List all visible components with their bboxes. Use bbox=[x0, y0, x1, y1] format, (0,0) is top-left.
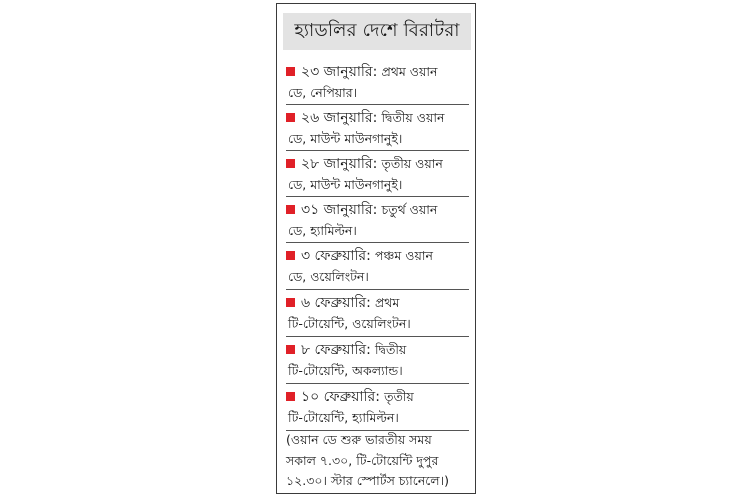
fixture-date: ২৩ জানুয়ারি: bbox=[301, 64, 378, 80]
fixture-item bbox=[286, 243, 469, 290]
fixture-venue: ডে, হ্যামিল্টন। bbox=[288, 223, 357, 238]
fixture-date: ৩ ফেব্রুয়ারি: bbox=[301, 248, 371, 264]
note-line: ১২.৩০। স্টার স্পোর্টস চ্যানেলে।) bbox=[286, 473, 449, 488]
fixture-item bbox=[286, 151, 469, 197]
red-square-bullet-icon bbox=[286, 392, 295, 401]
fixture-item bbox=[286, 59, 469, 105]
red-square-bullet-icon bbox=[286, 345, 295, 354]
red-square-bullet-icon bbox=[286, 159, 295, 168]
fixture-match: প্রথম ওয়ান bbox=[381, 64, 438, 79]
fixture-date: ২৬ জানুয়ারি: bbox=[301, 110, 378, 126]
note-line: সকাল ৭.৩০, টি-টোয়েন্টি দুপুর bbox=[286, 452, 439, 468]
fixture-venue: ডে, মাউন্ট মাউনগানুই। bbox=[288, 177, 403, 192]
fixtures-card bbox=[276, 3, 476, 494]
fixture-item bbox=[286, 337, 469, 384]
broadcast-note bbox=[286, 430, 472, 492]
fixture-item bbox=[286, 290, 469, 337]
card-title: হ্যাডলির দেশে বিরাটরা bbox=[283, 13, 471, 50]
fixture-date: ৩১ জানুয়ারি: bbox=[301, 202, 378, 218]
fixture-date: ৮ ফেব্রুয়ারি: bbox=[301, 342, 371, 358]
fixture-item bbox=[286, 384, 469, 431]
red-square-bullet-icon bbox=[286, 298, 295, 307]
fixture-venue: টি-টোয়েন্টি, ওয়েলিংটন। bbox=[288, 316, 411, 331]
fixture-match: তৃতীয় ওয়ান bbox=[381, 156, 443, 171]
fixture-date: ২৮ জানুয়ারি: bbox=[301, 156, 378, 172]
fixture-venue: ডে, নেপিয়ার। bbox=[288, 85, 358, 100]
fixture-venue: ডে, মাউন্ট মাউনগানুই। bbox=[288, 131, 403, 146]
fixture-date: ৬ ফেব্রুয়ারি: bbox=[301, 295, 371, 311]
fixture-venue: টি-টোয়েন্টি, অকল্যান্ড। bbox=[288, 363, 403, 378]
red-square-bullet-icon bbox=[286, 113, 295, 122]
fixture-match: প্রথম bbox=[374, 295, 400, 310]
fixture-venue: টি-টোয়েন্টি, হ্যামিল্টন। bbox=[288, 410, 399, 425]
fixture-match: তৃতীয় bbox=[384, 389, 414, 404]
red-square-bullet-icon bbox=[286, 67, 295, 76]
fixture-list bbox=[286, 59, 469, 431]
fixture-venue: ডে, ওয়েলিংটন। bbox=[288, 269, 369, 284]
fixture-match: চতুর্থ ওয়ান bbox=[381, 202, 438, 217]
fixture-date: ১০ ফেব্রুয়ারি: bbox=[301, 389, 380, 405]
fixture-match: পঞ্চম ওয়ান bbox=[374, 248, 433, 263]
note-line: (ওয়ান ডে শুরু ভারতীয় সময় bbox=[286, 432, 432, 447]
fixture-item bbox=[286, 197, 469, 243]
fixture-match: দ্বিতীয় bbox=[374, 342, 407, 357]
red-square-bullet-icon bbox=[286, 205, 295, 214]
red-square-bullet-icon bbox=[286, 251, 295, 260]
fixture-match: দ্বিতীয় ওয়ান bbox=[381, 110, 445, 125]
fixture-item bbox=[286, 105, 469, 151]
